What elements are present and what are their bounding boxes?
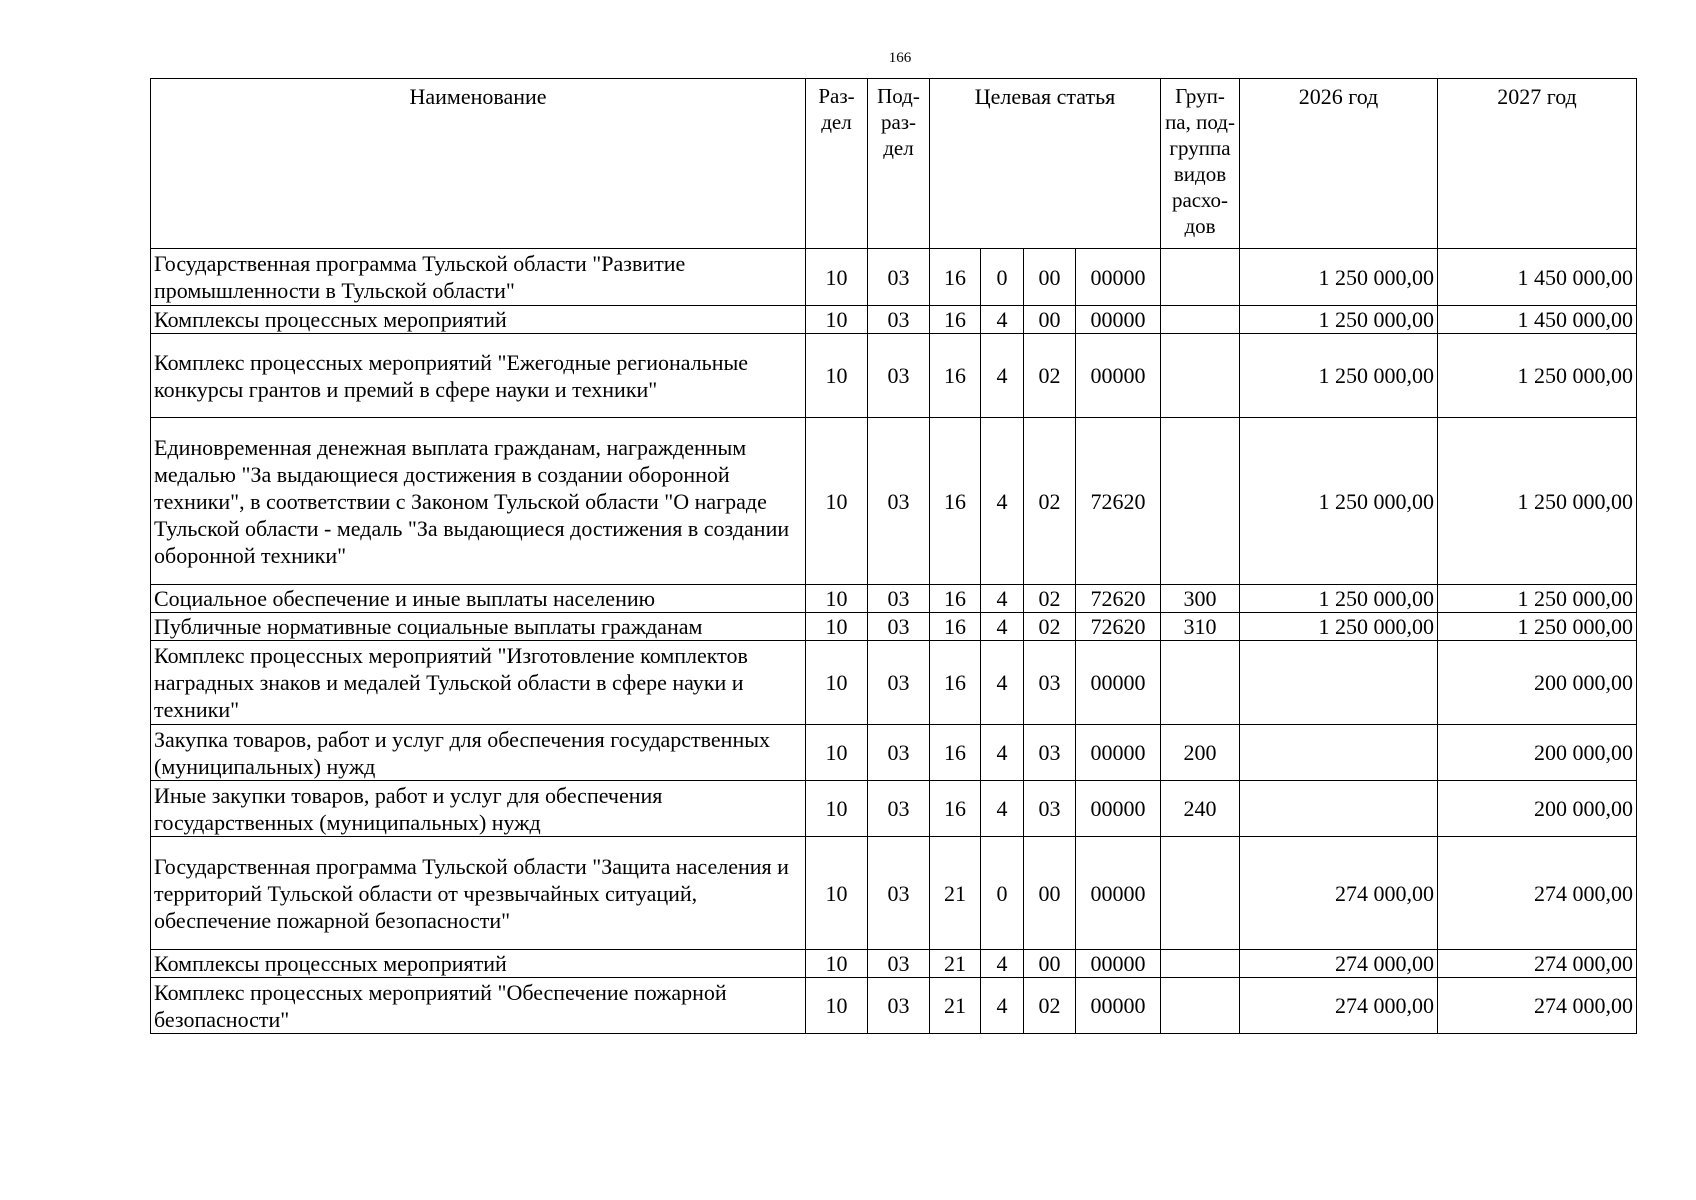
table-row <box>151 781 1637 837</box>
cell-amount-2026: 1 250 000,00 <box>1240 585 1438 613</box>
cell-podrazdel: 03 <box>868 418 930 585</box>
cell-podrazdel: 03 <box>868 249 930 306</box>
cell-target-program: 16 <box>930 249 981 306</box>
cell-amount-2026: 1 250 000,00 <box>1240 613 1438 641</box>
cell-target-subprogram: 00 <box>1024 249 1076 306</box>
page-number: 166 <box>888 50 912 66</box>
budget-table <box>150 78 1637 1034</box>
table-header <box>151 79 1637 249</box>
cell-podrazdel: 03 <box>868 950 930 978</box>
cell-amount-2026 <box>1240 725 1438 781</box>
header-name: Наименование <box>151 79 806 249</box>
cell-name: Государственная программа Тульской области "Защита населения и территорий Тульской области от чрезвычайных ситуаций, обеспечение пожарной безопасности" <box>151 837 806 950</box>
cell-expense-group <box>1161 837 1240 950</box>
cell-target-direction: 00000 <box>1076 249 1161 306</box>
cell-amount-2026 <box>1240 781 1438 837</box>
cell-target-type: 4 <box>981 418 1024 585</box>
cell-name: Государственная программа Тульской области "Развитие промышленности в Тульской области" <box>151 249 806 306</box>
cell-target-program: 21 <box>930 978 981 1034</box>
cell-amount-2027: 1 250 000,00 <box>1438 585 1637 613</box>
cell-name: Комплексы процессных мероприятий <box>151 950 806 978</box>
cell-target-subprogram: 00 <box>1024 950 1076 978</box>
cell-target-direction: 00000 <box>1076 781 1161 837</box>
table-row <box>151 613 1637 641</box>
cell-amount-2027: 1 250 000,00 <box>1438 418 1637 585</box>
cell-target-type: 4 <box>981 950 1024 978</box>
table-row <box>151 418 1637 585</box>
cell-name: Публичные нормативные социальные выплаты гражданам <box>151 613 806 641</box>
cell-target-direction: 00000 <box>1076 950 1161 978</box>
cell-expense-group <box>1161 249 1240 306</box>
header-year-2027: 2027 год <box>1438 79 1637 249</box>
cell-target-subprogram: 00 <box>1024 837 1076 950</box>
table-row <box>151 950 1637 978</box>
header-expense-group: Груп- па, под- группа видов расхо- дов <box>1161 79 1240 249</box>
cell-target-type: 4 <box>981 978 1024 1034</box>
cell-target-type: 4 <box>981 781 1024 837</box>
cell-podrazdel: 03 <box>868 334 930 418</box>
cell-amount-2027: 1 250 000,00 <box>1438 613 1637 641</box>
cell-target-subprogram: 02 <box>1024 418 1076 585</box>
table-row <box>151 249 1637 306</box>
cell-target-subprogram: 00 <box>1024 306 1076 334</box>
cell-razdel: 10 <box>806 641 868 725</box>
table-row <box>151 641 1637 725</box>
cell-amount-2026: 274 000,00 <box>1240 837 1438 950</box>
cell-amount-2026: 1 250 000,00 <box>1240 334 1438 418</box>
cell-razdel: 10 <box>806 418 868 585</box>
cell-target-direction: 00000 <box>1076 306 1161 334</box>
cell-target-program: 16 <box>930 781 981 837</box>
cell-expense-group <box>1161 306 1240 334</box>
cell-podrazdel: 03 <box>868 641 930 725</box>
cell-razdel: 10 <box>806 725 868 781</box>
cell-target-subprogram: 02 <box>1024 585 1076 613</box>
cell-target-direction: 72620 <box>1076 585 1161 613</box>
cell-target-direction: 00000 <box>1076 725 1161 781</box>
cell-target-program: 16 <box>930 613 981 641</box>
cell-amount-2027: 274 000,00 <box>1438 978 1637 1034</box>
table-row <box>151 585 1637 613</box>
cell-razdel: 10 <box>806 334 868 418</box>
cell-target-program: 16 <box>930 418 981 585</box>
cell-expense-group: 310 <box>1161 613 1240 641</box>
cell-razdel: 10 <box>806 585 868 613</box>
cell-target-subprogram: 03 <box>1024 641 1076 725</box>
cell-name: Закупка товаров, работ и услуг для обеспечения государственных (муниципальных) нужд <box>151 725 806 781</box>
cell-amount-2027: 200 000,00 <box>1438 641 1637 725</box>
cell-podrazdel: 03 <box>868 613 930 641</box>
cell-expense-group: 300 <box>1161 585 1240 613</box>
cell-amount-2027: 1 450 000,00 <box>1438 249 1637 306</box>
cell-target-program: 16 <box>930 725 981 781</box>
cell-expense-group <box>1161 950 1240 978</box>
cell-amount-2026: 274 000,00 <box>1240 978 1438 1034</box>
cell-target-direction: 00000 <box>1076 641 1161 725</box>
cell-target-type: 0 <box>981 249 1024 306</box>
cell-target-type: 4 <box>981 613 1024 641</box>
cell-target-program: 16 <box>930 306 981 334</box>
cell-expense-group <box>1161 641 1240 725</box>
cell-amount-2026: 1 250 000,00 <box>1240 418 1438 585</box>
cell-name: Социальное обеспечение и иные выплаты населению <box>151 585 806 613</box>
header-razdel: Раз- дел <box>806 79 868 249</box>
cell-target-direction: 72620 <box>1076 613 1161 641</box>
header-year-2026: 2026 год <box>1240 79 1438 249</box>
cell-name: Комплекс процессных мероприятий "Ежегодные региональные конкурсы грантов и премий в сфере науки и техники" <box>151 334 806 418</box>
table-row <box>151 306 1637 334</box>
cell-razdel: 10 <box>806 613 868 641</box>
cell-target-type: 4 <box>981 334 1024 418</box>
cell-amount-2027: 1 250 000,00 <box>1438 334 1637 418</box>
table-body <box>151 249 1637 1034</box>
cell-target-direction: 00000 <box>1076 334 1161 418</box>
cell-target-subprogram: 02 <box>1024 978 1076 1034</box>
cell-expense-group <box>1161 334 1240 418</box>
cell-podrazdel: 03 <box>868 837 930 950</box>
cell-target-type: 4 <box>981 585 1024 613</box>
cell-expense-group <box>1161 418 1240 585</box>
cell-target-program: 16 <box>930 334 981 418</box>
cell-amount-2027: 274 000,00 <box>1438 837 1637 950</box>
cell-name: Единовременная денежная выплата гражданам, награжденным медалью "За выдающиеся достижения в создании оборонной техники", в соответствии с Законом Тульской области "О награде Тульской области - медаль "За выдающиеся достижения в создании оборонной техники" <box>151 418 806 585</box>
cell-razdel: 10 <box>806 837 868 950</box>
cell-target-direction: 72620 <box>1076 418 1161 585</box>
table-row <box>151 978 1637 1034</box>
cell-amount-2026: 274 000,00 <box>1240 950 1438 978</box>
cell-podrazdel: 03 <box>868 978 930 1034</box>
cell-razdel: 10 <box>806 306 868 334</box>
cell-name: Иные закупки товаров, работ и услуг для обеспечения государственных (муниципальных) нужд <box>151 781 806 837</box>
cell-target-direction: 00000 <box>1076 837 1161 950</box>
cell-target-subprogram: 03 <box>1024 725 1076 781</box>
cell-expense-group: 200 <box>1161 725 1240 781</box>
cell-amount-2027: 1 450 000,00 <box>1438 306 1637 334</box>
cell-target-program: 21 <box>930 950 981 978</box>
cell-amount-2026 <box>1240 641 1438 725</box>
cell-podrazdel: 03 <box>868 725 930 781</box>
table-row <box>151 837 1637 950</box>
cell-target-type: 0 <box>981 837 1024 950</box>
cell-amount-2027: 274 000,00 <box>1438 950 1637 978</box>
cell-target-program: 21 <box>930 837 981 950</box>
cell-podrazdel: 03 <box>868 585 930 613</box>
cell-target-type: 4 <box>981 641 1024 725</box>
cell-target-subprogram: 02 <box>1024 334 1076 418</box>
header-target-article: Целевая статья <box>930 79 1161 249</box>
cell-target-subprogram: 02 <box>1024 613 1076 641</box>
cell-target-type: 4 <box>981 306 1024 334</box>
cell-amount-2027: 200 000,00 <box>1438 781 1637 837</box>
cell-razdel: 10 <box>806 950 868 978</box>
cell-target-program: 16 <box>930 585 981 613</box>
cell-amount-2027: 200 000,00 <box>1438 725 1637 781</box>
cell-amount-2026: 1 250 000,00 <box>1240 306 1438 334</box>
cell-target-program: 16 <box>930 641 981 725</box>
cell-target-subprogram: 03 <box>1024 781 1076 837</box>
cell-name: Комплекс процессных мероприятий "Изготовление комплектов наградных знаков и медалей Тульской области в сфере науки и техники" <box>151 641 806 725</box>
cell-razdel: 10 <box>806 249 868 306</box>
cell-razdel: 10 <box>806 978 868 1034</box>
cell-podrazdel: 03 <box>868 306 930 334</box>
cell-name: Комплекс процессных мероприятий "Обеспечение пожарной безопасности" <box>151 978 806 1034</box>
cell-target-type: 4 <box>981 725 1024 781</box>
cell-amount-2026: 1 250 000,00 <box>1240 249 1438 306</box>
header-podrazdel: Под- раз- дел <box>868 79 930 249</box>
table-row <box>151 725 1637 781</box>
cell-expense-group <box>1161 978 1240 1034</box>
table-row <box>151 334 1637 418</box>
cell-expense-group: 240 <box>1161 781 1240 837</box>
cell-name: Комплексы процессных мероприятий <box>151 306 806 334</box>
cell-razdel: 10 <box>806 781 868 837</box>
cell-podrazdel: 03 <box>868 781 930 837</box>
cell-target-direction: 00000 <box>1076 978 1161 1034</box>
